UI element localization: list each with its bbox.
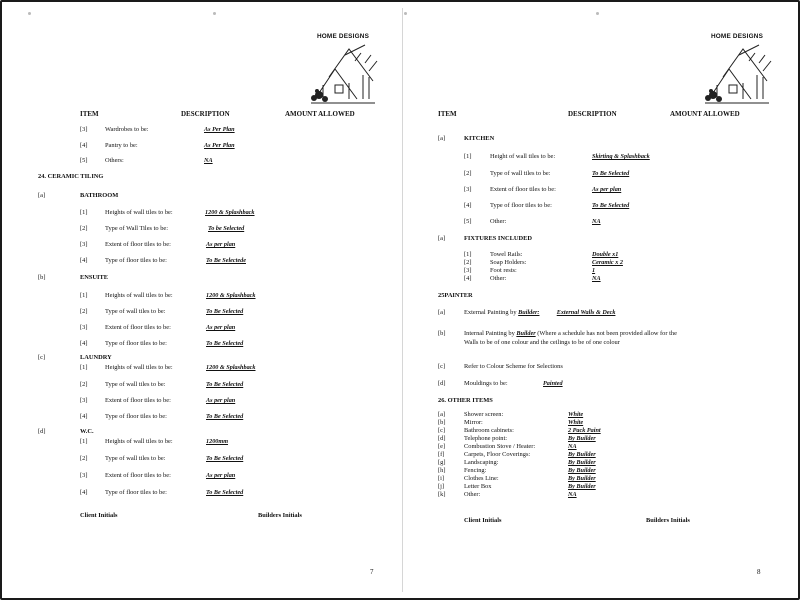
logo-text: HOME DESIGNS xyxy=(710,33,764,40)
item-label: Fencing: xyxy=(464,467,487,474)
item-letter: [j] xyxy=(438,483,445,490)
header-item: ITEM xyxy=(438,110,457,118)
row-value: To Be Selectede xyxy=(206,257,246,264)
item-label: Bathroom cabinets: xyxy=(464,427,514,434)
row-number: [2] xyxy=(464,259,472,266)
row-label: Soap Holders: xyxy=(490,259,527,266)
row-value: To Be Selected xyxy=(206,308,244,315)
row-value: 1200mm xyxy=(206,438,229,445)
row-label: Other: xyxy=(490,275,507,282)
header-description: DESCRIPTION xyxy=(181,110,230,118)
item-letter: [e] xyxy=(438,443,446,450)
row-value: 1200 & Splashback xyxy=(206,364,256,371)
row-value: NA xyxy=(592,218,601,225)
row-label: Type of floor tiles to be: xyxy=(490,202,552,209)
mouldings-value: Painted xyxy=(543,380,563,387)
builder-label: Builder: xyxy=(518,309,540,316)
row-label: Other: xyxy=(490,218,507,225)
row-value: 1200 & Splashback xyxy=(205,209,255,216)
builder-label: Builder xyxy=(516,330,536,337)
item-letter: [a] xyxy=(438,309,446,316)
row-value: To Be Selected xyxy=(206,413,244,420)
row-label: Towel Rails: xyxy=(490,251,523,258)
row-value: Double x1 xyxy=(592,251,619,258)
builders-initials-label: Builders Initials xyxy=(646,517,690,524)
item-label: Shower screen: xyxy=(464,411,504,418)
row-number: [3] xyxy=(80,324,88,331)
right-page xyxy=(402,0,798,600)
group-letter: [a] xyxy=(438,135,446,142)
page-number: 8 xyxy=(757,568,761,576)
group-name: W.C. xyxy=(80,428,94,435)
row-label: Height of wall tiles to be: xyxy=(490,153,556,160)
item-letter: [i] xyxy=(438,475,445,482)
row-label: Type of floor tiles to be: xyxy=(105,413,167,420)
row-number: [2] xyxy=(464,170,472,177)
row-number: [1] xyxy=(464,153,472,160)
item-label: Others: xyxy=(105,157,124,164)
row-value: As per plan xyxy=(206,472,236,479)
group-name: BATHROOM xyxy=(80,192,119,199)
row-label: Type of wall tiles to be: xyxy=(490,170,551,177)
row-number: [2] xyxy=(80,225,88,232)
row-value: To Be Selected xyxy=(206,340,244,347)
row-value: 1200 & Splashback xyxy=(206,292,256,299)
row-label: Type of floor tiles to be: xyxy=(105,257,167,264)
section-title-painter: 25PAINTER xyxy=(438,292,473,299)
external-painting-line xyxy=(464,309,615,317)
row-label: Extent of floor tiles to be: xyxy=(105,472,171,479)
row-value: Skirting & Splashback xyxy=(592,153,650,160)
item-label: Wardrobes to be: xyxy=(105,126,149,133)
row-label: Type of floor tiles to be: xyxy=(105,489,167,496)
row-number: [3] xyxy=(464,267,472,274)
row-number: [2] xyxy=(80,308,88,315)
row-number: [4] xyxy=(80,340,88,347)
item-value: As Per Plan xyxy=(204,142,235,149)
row-label: Heights of wall tiles to be: xyxy=(105,438,173,445)
external-painting-value: External Walls & Deck xyxy=(556,309,616,316)
item-value: White xyxy=(568,419,584,426)
item-value: By Builder xyxy=(568,467,596,474)
house-sketch-icon xyxy=(305,41,381,107)
row-number: [1] xyxy=(80,292,88,299)
row-number: [4] xyxy=(464,275,472,282)
row-number: [3] xyxy=(80,397,88,404)
header-amount-allowed: AMOUNT ALLOWED xyxy=(285,110,355,118)
row-number: [2] xyxy=(80,381,88,388)
colour-scheme-note: Refer to Colour Scheme for Selections xyxy=(464,363,563,370)
item-number: [3] xyxy=(80,126,88,133)
row-label: Extent of floor tiles to be: xyxy=(105,241,171,248)
item-letter: [a] xyxy=(438,411,446,418)
group-name: LAUNDRY xyxy=(80,354,112,361)
item-value: NA xyxy=(568,443,577,450)
group-name: KITCHEN xyxy=(464,135,495,142)
group-name: ENSUITE xyxy=(80,274,109,281)
item-label: Combustion Stove / Heater: xyxy=(464,443,536,450)
item-letter: [g] xyxy=(438,459,446,466)
row-label: Extent of floor tiles to be: xyxy=(105,324,171,331)
row-number: [4] xyxy=(80,413,88,420)
row-number: [2] xyxy=(80,455,88,462)
row-number: [3] xyxy=(80,241,88,248)
client-initials-label: Client Initials xyxy=(464,517,502,524)
client-initials-label: Client Initials xyxy=(80,512,118,519)
group-letter: [d] xyxy=(38,428,46,435)
row-label: Type of floor tiles to be: xyxy=(105,340,167,347)
item-value: NA xyxy=(204,157,213,164)
item-label: Landscaping: xyxy=(464,459,499,466)
row-value: As per plan xyxy=(592,186,622,193)
row-number: [1] xyxy=(464,251,472,258)
row-value: To Be Selected xyxy=(592,202,630,209)
item-letter: [d] xyxy=(438,435,446,442)
header-item: ITEM xyxy=(80,110,99,118)
item-letter: [h] xyxy=(438,467,446,474)
internal-painting-note: (Where a schedule has not been provided allow for the xyxy=(537,330,677,337)
item-label: Other: xyxy=(464,491,481,498)
item-value: NA xyxy=(568,491,577,498)
item-value: As Per Plan xyxy=(204,126,235,133)
item-value: By Builder xyxy=(568,483,596,490)
item-value: By Builder xyxy=(568,451,596,458)
mouldings-label: Mouldings to be: xyxy=(464,380,508,387)
row-value: As per plan xyxy=(206,397,236,404)
row-label: Foot rests: xyxy=(490,267,517,274)
builders-initials-label: Builders Initials xyxy=(258,512,302,519)
section-title-other-items: 26. OTHER ITEMS xyxy=(438,397,493,404)
group-letter: [a] xyxy=(438,235,446,242)
group-letter: [b] xyxy=(38,274,46,281)
header-amount-allowed: AMOUNT ALLOWED xyxy=(670,110,740,118)
row-label: Type of Wall Tiles to be: xyxy=(105,225,169,232)
group-letter: [c] xyxy=(38,354,46,361)
row-label: Heights of wall tiles to be: xyxy=(105,364,173,371)
item-letter: [f] xyxy=(438,451,445,458)
house-sketch-icon xyxy=(699,41,775,107)
row-label: Type of wall tiles to be: xyxy=(105,308,166,315)
item-value: By Builder xyxy=(568,475,596,482)
row-number: [1] xyxy=(80,209,88,216)
row-label: Type of wall tiles to be: xyxy=(105,455,166,462)
company-logo xyxy=(305,33,381,107)
group-name: FIXTURES INCLUDED xyxy=(464,235,533,242)
item-value: White xyxy=(568,411,584,418)
internal-painting-line xyxy=(464,330,677,338)
section-title-ceramic-tiling: 24. CERAMIC TILING xyxy=(38,173,104,180)
row-value: Ceramic x 2 xyxy=(592,259,623,266)
item-letter: [b] xyxy=(438,419,446,426)
row-value: As per plan xyxy=(206,241,236,248)
company-logo xyxy=(699,33,775,107)
row-value: To Be Selected xyxy=(206,489,244,496)
item-letter: [c] xyxy=(438,363,446,370)
row-value: To Be Selected xyxy=(592,170,630,177)
item-value: By Builder xyxy=(568,459,596,466)
row-label: Extent of floor tiles to be: xyxy=(105,397,171,404)
row-value: NA xyxy=(592,275,601,282)
item-value: By Builder xyxy=(568,435,596,442)
item-label: Carpets, Floor Coverings: xyxy=(464,451,531,458)
internal-painting-label: Internal Painting by xyxy=(464,330,515,337)
item-number: [4] xyxy=(80,142,88,149)
item-label: Telephone point: xyxy=(464,435,508,442)
item-label: Mirror: xyxy=(464,419,483,426)
row-number: [4] xyxy=(464,202,472,209)
logo-text: HOME DESIGNS xyxy=(316,33,370,40)
row-number: [1] xyxy=(80,438,88,445)
row-number: [3] xyxy=(464,186,472,193)
row-number: [1] xyxy=(80,364,88,371)
row-value: To be Selected xyxy=(208,225,245,232)
row-label: Type of wall tiles to be: xyxy=(105,381,166,388)
row-value: To Be Selected xyxy=(206,455,244,462)
group-letter: [a] xyxy=(38,192,46,199)
item-letter: [b] xyxy=(438,330,446,337)
internal-painting-line-2: Walls to be of one colour and the ceilings to be of one colour xyxy=(464,339,620,346)
item-letter: [c] xyxy=(438,427,446,434)
item-label: Letter Box xyxy=(464,483,492,490)
row-value: 1 xyxy=(592,267,596,274)
external-painting-label: External Painting by xyxy=(464,309,517,316)
row-label: Heights of wall tiles to be: xyxy=(105,292,173,299)
row-number: [4] xyxy=(80,257,88,264)
row-value: As per plan xyxy=(206,324,236,331)
row-number: [5] xyxy=(464,218,472,225)
row-label: Heights of wall tiles to be: xyxy=(105,209,173,216)
page-number: 7 xyxy=(370,568,374,576)
item-label: Pantry to be: xyxy=(105,142,138,149)
header-description: DESCRIPTION xyxy=(568,110,617,118)
row-label: Extent of floor tiles to be: xyxy=(490,186,556,193)
row-number: [3] xyxy=(80,472,88,479)
item-number: [5] xyxy=(80,157,88,164)
row-value: To Be Selected xyxy=(206,381,244,388)
item-letter: [k] xyxy=(438,491,446,498)
item-value: 2 Pack Paint xyxy=(568,427,601,434)
row-number: [4] xyxy=(80,489,88,496)
item-label: Clothes Line: xyxy=(464,475,499,482)
item-letter: [d] xyxy=(438,380,446,387)
